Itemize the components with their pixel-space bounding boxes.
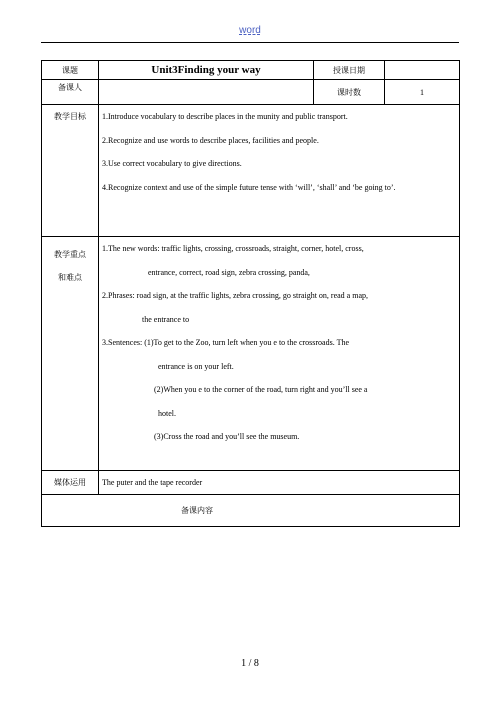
hours-cell xyxy=(314,80,460,105)
media-label: 媒体运用 xyxy=(42,471,99,495)
key-points-label-line2: 和难点 xyxy=(58,273,82,282)
key-words-line: 1.The new words: traffic lights, crossing, crossroads, straight, corner, hotel, cross, xyxy=(102,244,364,253)
key-sentence-line: entrance is on your left. xyxy=(158,361,234,371)
key-sentence-line: hotel. xyxy=(158,408,176,418)
preparer-value xyxy=(99,80,314,105)
key-sentence-line: (3)Cross the road and you’ll see the museum. xyxy=(154,432,300,441)
key-phrases-line: 2.Phrases: road sign, at the traffic lights, zebra crossing, go straight on, read a map, xyxy=(102,291,369,300)
header-divider xyxy=(41,42,459,43)
key-phrases-line: the entrance to xyxy=(142,314,190,324)
key-points-label xyxy=(42,237,99,471)
objective-item: 2.Recognize and use words to describe places, facilities and people. xyxy=(102,135,319,145)
key-points-label-line1: 教学重点 xyxy=(54,250,86,259)
preparer-label: 备课人 xyxy=(42,80,99,105)
key-points-cell xyxy=(99,237,460,471)
objectives-label: 教学目标 xyxy=(42,105,99,237)
objectives-cell xyxy=(99,105,460,237)
lesson-plan-table xyxy=(41,60,460,527)
hours-label: 课时数 xyxy=(314,80,385,104)
key-sentence-line: (2)When you e to the corner of the road, turn right and you’ll see a xyxy=(154,385,368,394)
date-cell xyxy=(314,61,460,80)
content-label: 备课内容 xyxy=(42,495,460,527)
objective-item: 4.Recognize context and use of the simple future tense with ‘will’, ‘shall’ and ‘be going to’. xyxy=(102,182,396,192)
objective-item: 3.Use correct vocabulary to give directions. xyxy=(102,159,242,168)
date-label: 授课日期 xyxy=(314,61,385,79)
topic-label: 课题 xyxy=(42,61,99,80)
hours-value: 1 xyxy=(420,87,424,97)
objective-item: 1.Introduce vocabulary to describe places in the munity and public transport. xyxy=(102,112,348,121)
page-number: 1 / 8 xyxy=(241,658,259,669)
key-sentence-line: 3.Sentences: (1)To get to the Zoo, turn left when you e to the crossroads. The xyxy=(102,338,350,347)
topic-value: Unit3Finding your way xyxy=(99,61,314,80)
media-value: The puter and the tape recorder xyxy=(99,471,460,495)
date-value xyxy=(385,61,459,79)
key-words-line: entrance, correct, road sign, zebra crossing, panda, xyxy=(148,267,310,277)
header-link[interactable]: word xyxy=(239,25,261,36)
